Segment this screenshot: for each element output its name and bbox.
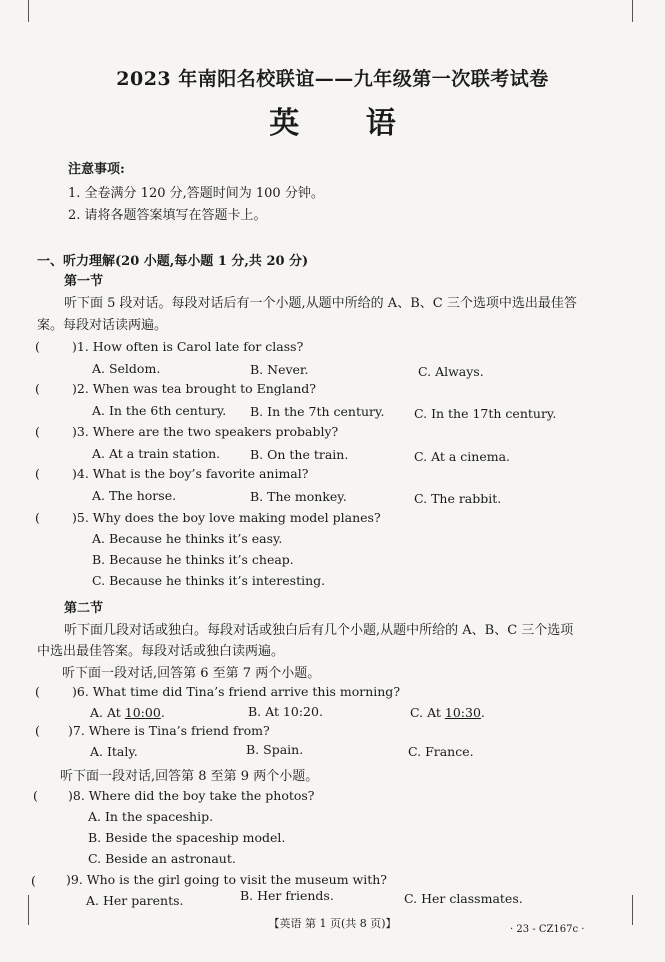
q5-option-a: A. Because he thinks it’s easy. (92, 531, 283, 546)
q7-option-c: C. France. (408, 744, 474, 759)
q8-option-b: B. Beside the spaceship model. (88, 830, 286, 845)
q2-option-a: A. In the 6th century. (92, 403, 227, 418)
q9-option-c: C. Her classmates. (404, 891, 523, 906)
q2-option-c: C. In the 17th century. (414, 406, 557, 421)
question-8: )8. Where did the boy take the photos? (68, 788, 315, 803)
q1-option-a: A. Seldom. (92, 361, 161, 376)
crop-mark-top-right (632, 0, 633, 22)
answer-bracket-3[interactable]: ( (35, 424, 40, 439)
question-2: )2. When was tea brought to England? (72, 381, 316, 396)
paper-code: · 23 - CZ167c · (510, 924, 585, 935)
part1-heading: 一、听力理解(20 小题,每小题 1 分,共 20 分) (37, 254, 309, 269)
q8-option-c: C. Beside an astronaut. (88, 851, 236, 866)
q3-option-a: A. At a train station. (92, 446, 221, 461)
notes-item-2: 2. 请将各题答案填写在答题卡上。 (68, 208, 267, 223)
section1-instruction-line1: 听下面 5 段对话。每段对话后有一个小题,从题中所给的 A、B、C 三个选项中选出最佳答 (64, 296, 577, 311)
page-footer: 【英语 第 1 页(共 8 页)】 (268, 917, 397, 930)
question-7: )7. Where is Tina’s friend from? (68, 723, 270, 738)
q6-option-c: C. At 10:30. (410, 705, 485, 720)
notes-heading: 注意事项: (68, 162, 125, 177)
q5-option-b: B. Because he thinks it’s cheap. (92, 552, 294, 567)
exam-title: 2023 年南阳名校联谊——九年级第一次联考试卷 (116, 68, 549, 90)
question-1: )1. How often is Carol late for class? (72, 339, 304, 354)
section2-lead-1: 听下面一段对话,回答第 6 至第 7 两个小题。 (62, 666, 321, 681)
answer-bracket-8[interactable]: ( (33, 788, 38, 803)
q9-option-b: B. Her friends. (240, 888, 334, 903)
q6-option-a: A. At 10:00. (90, 705, 165, 720)
section2-heading: 第二节 (64, 601, 104, 616)
section1-heading: 第一节 (64, 274, 104, 289)
question-3: )3. Where are the two speakers probably? (72, 424, 339, 439)
section2-instruction-line2: 中选出最佳答案。每段对话或独白读两遍。 (37, 644, 285, 659)
q8-option-a: A. In the spaceship. (88, 809, 214, 824)
answer-bracket-1[interactable]: ( (35, 339, 40, 354)
answer-bracket-4[interactable]: ( (35, 466, 40, 481)
question-4: )4. What is the boy’s favorite animal? (72, 466, 309, 481)
q2-option-b: B. In the 7th century. (250, 404, 385, 419)
q9-option-a: A. Her parents. (86, 893, 184, 908)
q1-option-c: C. Always. (418, 364, 484, 379)
subject-title: 英 语 (269, 106, 424, 141)
section2-lead-2: 听下面一段对话,回答第 8 至第 9 两个小题。 (60, 769, 319, 784)
question-9: )9. Who is the girl going to visit the museum with? (66, 872, 388, 887)
q1-option-b: B. Never. (250, 362, 309, 377)
q4-option-c: C. The rabbit. (414, 491, 502, 506)
q5-option-c: C. Because he thinks it’s interesting. (92, 573, 326, 588)
question-5: )5. Why does the boy love making model planes? (72, 510, 381, 525)
section1-instruction-line2: 案。每段对话读两遍。 (37, 318, 168, 333)
q6-option-a-time: 10:00 (124, 705, 161, 720)
answer-bracket-2[interactable]: ( (35, 381, 40, 396)
section2-instruction-line1: 听下面几段对话或独白。每段对话或独白后有几个小题,从题中所给的 A、B、C 三个选项 (64, 623, 574, 638)
answer-bracket-9[interactable]: ( (31, 873, 36, 888)
q7-option-b: B. Spain. (246, 742, 304, 757)
q3-option-c: C. At a cinema. (414, 449, 511, 464)
q3-option-b: B. On the train. (250, 447, 349, 462)
q6-option-c-time: 10:30 (444, 705, 481, 720)
question-6: )6. What time did Tina’s friend arrive this morning? (72, 684, 401, 699)
answer-bracket-7[interactable]: ( (35, 723, 40, 738)
answer-bracket-6[interactable]: ( (35, 684, 40, 699)
answer-bracket-5[interactable]: ( (35, 510, 40, 525)
q4-option-a: A. The horse. (92, 488, 177, 503)
q6-option-b: B. At 10:20. (248, 704, 323, 719)
q4-option-b: B. The monkey. (250, 489, 347, 504)
q7-option-a: A. Italy. (90, 744, 138, 759)
crop-mark-top-left (28, 0, 29, 22)
notes-item-1: 1. 全卷满分 120 分,答题时间为 100 分钟。 (68, 186, 324, 201)
